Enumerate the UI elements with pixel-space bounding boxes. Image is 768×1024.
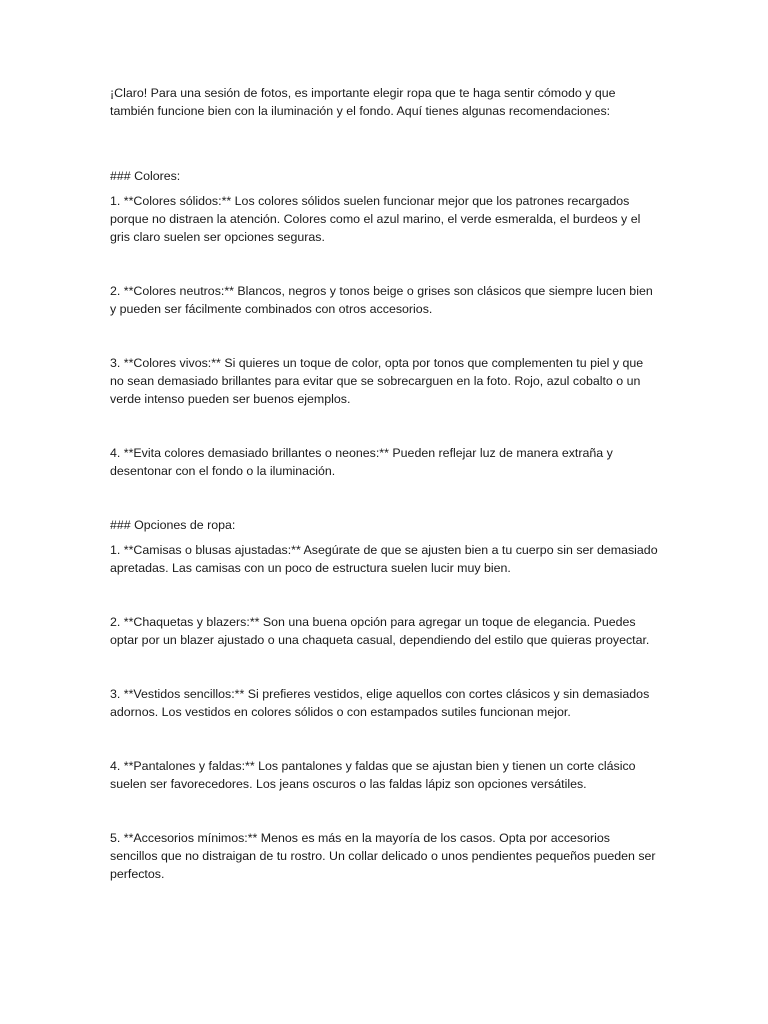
list-item: 4. **Pantalones y faldas:** Los pantalones y faldas que se ajustan bien y tienen un corte clásico suelen ser favorecedores. Los jeans oscuros o las faldas lápiz son opciones versátiles. [110, 759, 636, 791]
list-item: 4. **Evita colores demasiado brillantes o neones:** Pueden reflejar luz de manera extraña y desentonar con el fondo o la iluminación. [110, 446, 613, 478]
section-heading-opciones-de-ropa: ### Opciones de ropa: [110, 518, 236, 532]
list-item: 2. **Colores neutros:** Blancos, negros y tonos beige o grises son clásicos que siempre lucen bien y pueden ser fácilmente combinados con otros accesorios. [110, 284, 653, 316]
list-item: 2. **Chaquetas y blazers:** Son una buena opción para agregar un toque de elegancia. Puedes optar por un blazer ajustado o una chaqueta casual, dependiendo del estilo que quieras proyectar. [110, 615, 650, 647]
intro-paragraph: ¡Claro! Para una sesión de fotos, es importante elegir ropa que te haga sentir cómodo y que también funcione bien con la iluminación y el fondo. Aquí tienes algunas recomendaciones: [110, 86, 616, 118]
list-item: 3. **Colores vivos:** Si quieres un toque de color, opta por tonos que complementen tu piel y que no sean demasiado brillantes para evitar que se sobrecarguen en la foto. Rojo, azul cobalto o un verde intenso pueden ser buenos ejemplos. [110, 356, 644, 406]
list-item: 5. **Accesorios mínimos:** Menos es más en la mayoría de los casos. Opta por accesorios sencillos que no distraigan de tu rostro. Un collar delicado o unos pendientes pequeños pueden ser perfectos. [110, 831, 656, 881]
document-page [110, 84, 658, 883]
section-heading-colores: ### Colores: [110, 169, 181, 183]
list-item: 1. **Camisas o blusas ajustadas:** Asegúrate de que se ajusten bien a tu cuerpo sin ser demasiado apretadas. Las camisas con un poco de estructura suelen lucir muy bien. [110, 543, 658, 575]
list-item: 3. **Vestidos sencillos:** Si prefieres vestidos, elige aquellos con cortes clásicos y sin demasiados adornos. Los vestidos en colores sólidos o con estampados sutiles funcionan mejor. [110, 687, 650, 719]
list-item: 1. **Colores sólidos:** Los colores sólidos suelen funcionar mejor que los patrones recargados porque no distraen la atención. Colores como el azul marino, el verde esmeralda, el burdeos y el gris claro suelen ser opciones seguras. [110, 194, 641, 244]
